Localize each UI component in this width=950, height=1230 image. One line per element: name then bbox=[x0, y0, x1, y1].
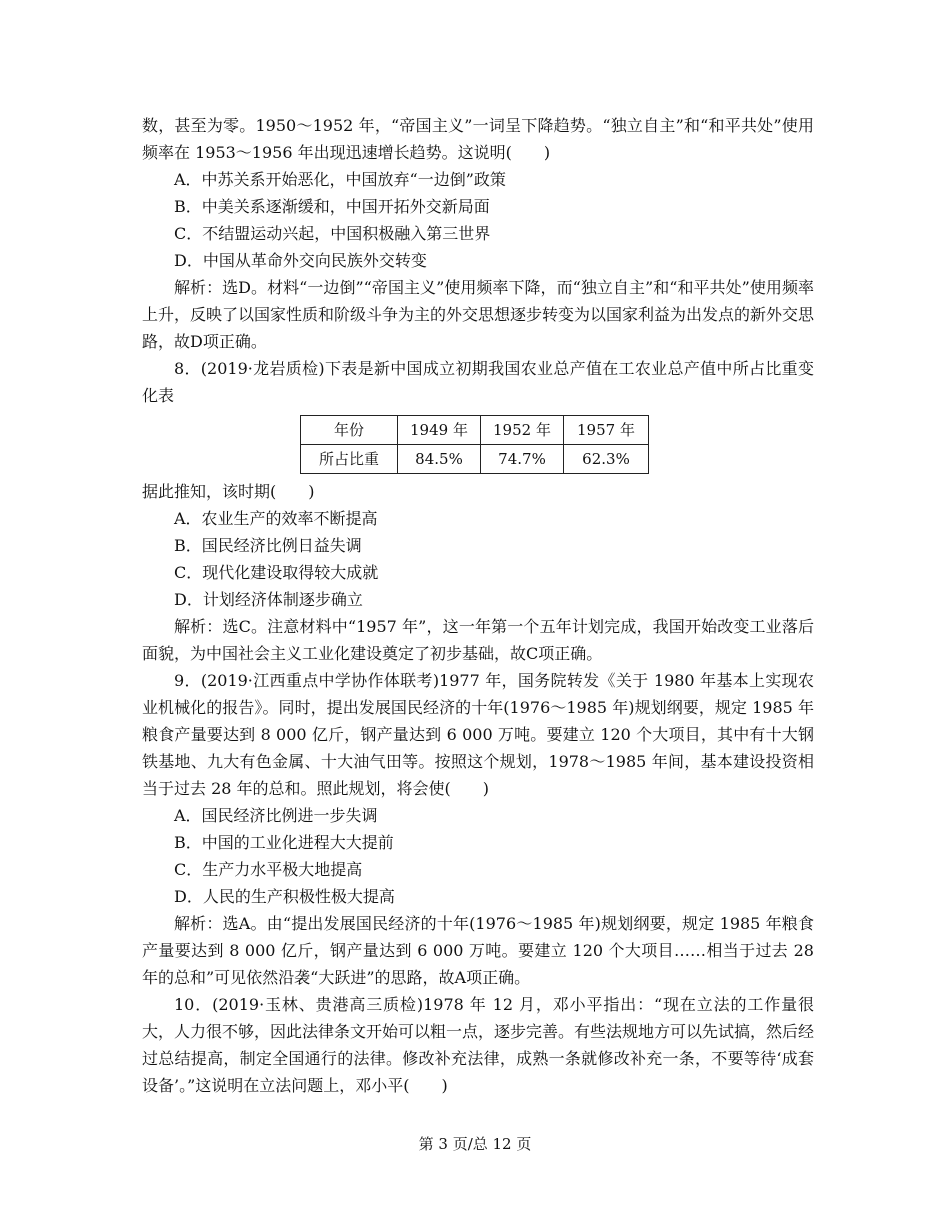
page-footer: 第 3 页/总 12 页 bbox=[418, 1135, 532, 1153]
q8-table-header-cell: 1949 年 bbox=[398, 416, 481, 445]
q7-option-b: B．中美关系逐渐缓和，中国开拓外交新局面 bbox=[174, 197, 490, 216]
q9-option-d: D．人民的生产积极性极大提高 bbox=[174, 887, 395, 906]
q8-option-b: B．国民经济比例日益失调 bbox=[174, 536, 362, 555]
q9-option-c: C．生产力水平极大地提高 bbox=[174, 860, 363, 879]
q8-analysis: 解析：选C。注意材料中“1957 年”，这一年第一个五年计划完成，我国开始改变工业落后面貌，为中国社会主义工业化建设奠定了初步基础，故C项正确。 bbox=[142, 617, 814, 663]
q8-option-d: D．计划经济体制逐步确立 bbox=[174, 590, 363, 609]
q9-stem: 9．(2019·江西重点中学协作体联考)1977 年，国务院转发《关于 1980 年基本上实现农业机械化的报告》。同时，提出发展国民经济的十年(1976～1985 年)规划纲要，规定 1985 年粮食产量要达到 8 000 亿斤，钢产量达到 6 000 万吨。要建立 120 个大项目，其中有十大钢铁基地、九大有色金属、十大油气田等。按照这个规划，1978～1985 年间，基本建设投资相当于过去 28 年的总和。照此规划，将会使( ) bbox=[142, 671, 814, 798]
q9-option-a: A．国民经济比例进一步失调 bbox=[174, 806, 378, 825]
q8-table-cell: 74.7% bbox=[481, 445, 564, 474]
q8-table-header-cell: 1957 年 bbox=[564, 416, 649, 445]
q8-table-cell: 所占比重 bbox=[301, 445, 398, 474]
q7-option-a: A．中苏关系开始恶化，中国放弃“一边倒”政策 bbox=[174, 170, 506, 189]
q8-table-header-row bbox=[301, 416, 649, 445]
q7-stem-continuation: 数，甚至为零。1950～1952 年，“帝国主义”一词呈下降趋势。“独立自主”和“和平共处”使用频率在 1953～1956 年出现迅速增长趋势。这说明( ) bbox=[142, 116, 814, 162]
q7-option-c: C．不结盟运动兴起，中国积极融入第三世界 bbox=[174, 224, 491, 243]
q8-table-cell: 62.3% bbox=[564, 445, 649, 474]
q9-analysis: 解析：选A。由“提出发展国民经济的十年(1976～1985 年)规划纲要，规定 1985 年粮食产量要达到 8 000 亿斤，钢产量达到 6 000 万吨。要建立 120 个大项目……相当于过去 28 年的总和”可见依然沿袭“大跃进”的思路，故A项正确。 bbox=[142, 914, 814, 987]
q7-analysis: 解析：选D。材料“一边倒”“帝国主义”使用频率下降，而“独立自主”和“和平共处”使用频率上升，反映了以国家性质和阶级斗争为主的外交思想逐步转变为以国家利益为出发点的新外交思路，故D项正确。 bbox=[142, 278, 815, 351]
q8-table-cell: 84.5% bbox=[398, 445, 481, 474]
q8-table-header-cell: 年份 bbox=[301, 416, 398, 445]
q8-option-c: C．现代化建设取得较大成就 bbox=[174, 563, 379, 582]
q8-stem: 8．(2019·龙岩质检)下表是新中国成立初期我国农业总产值在工农业总产值中所占比重变化表 bbox=[142, 359, 814, 405]
q7-option-d: D．中国从革命外交向民族外交转变 bbox=[174, 251, 427, 270]
q8-option-a: A．农业生产的效率不断提高 bbox=[174, 509, 378, 528]
q8-table-header-cell: 1952 年 bbox=[481, 416, 564, 445]
page-content bbox=[142, 112, 814, 1099]
q9-option-b: B．中国的工业化进程大大提前 bbox=[174, 833, 394, 852]
q8-table-row bbox=[301, 445, 649, 474]
q8-prompt: 据此推知，该时期( ) bbox=[142, 482, 315, 501]
q8-table bbox=[300, 415, 649, 474]
q10-stem: 10．(2019·玉林、贵港高三质检)1978 年 12 月，邓小平指出：“现在立法的工作量很大，人力很不够，因此法律条文开始可以粗一点，逐步完善。有些法规地方可以先试搞，然后经过总结提高，制定全国通行的法律。修改补充法律，成熟一条就修改补充一条，不要等待‘成套设备’。”这说明在立法问题上，邓小平( ) bbox=[142, 995, 815, 1095]
